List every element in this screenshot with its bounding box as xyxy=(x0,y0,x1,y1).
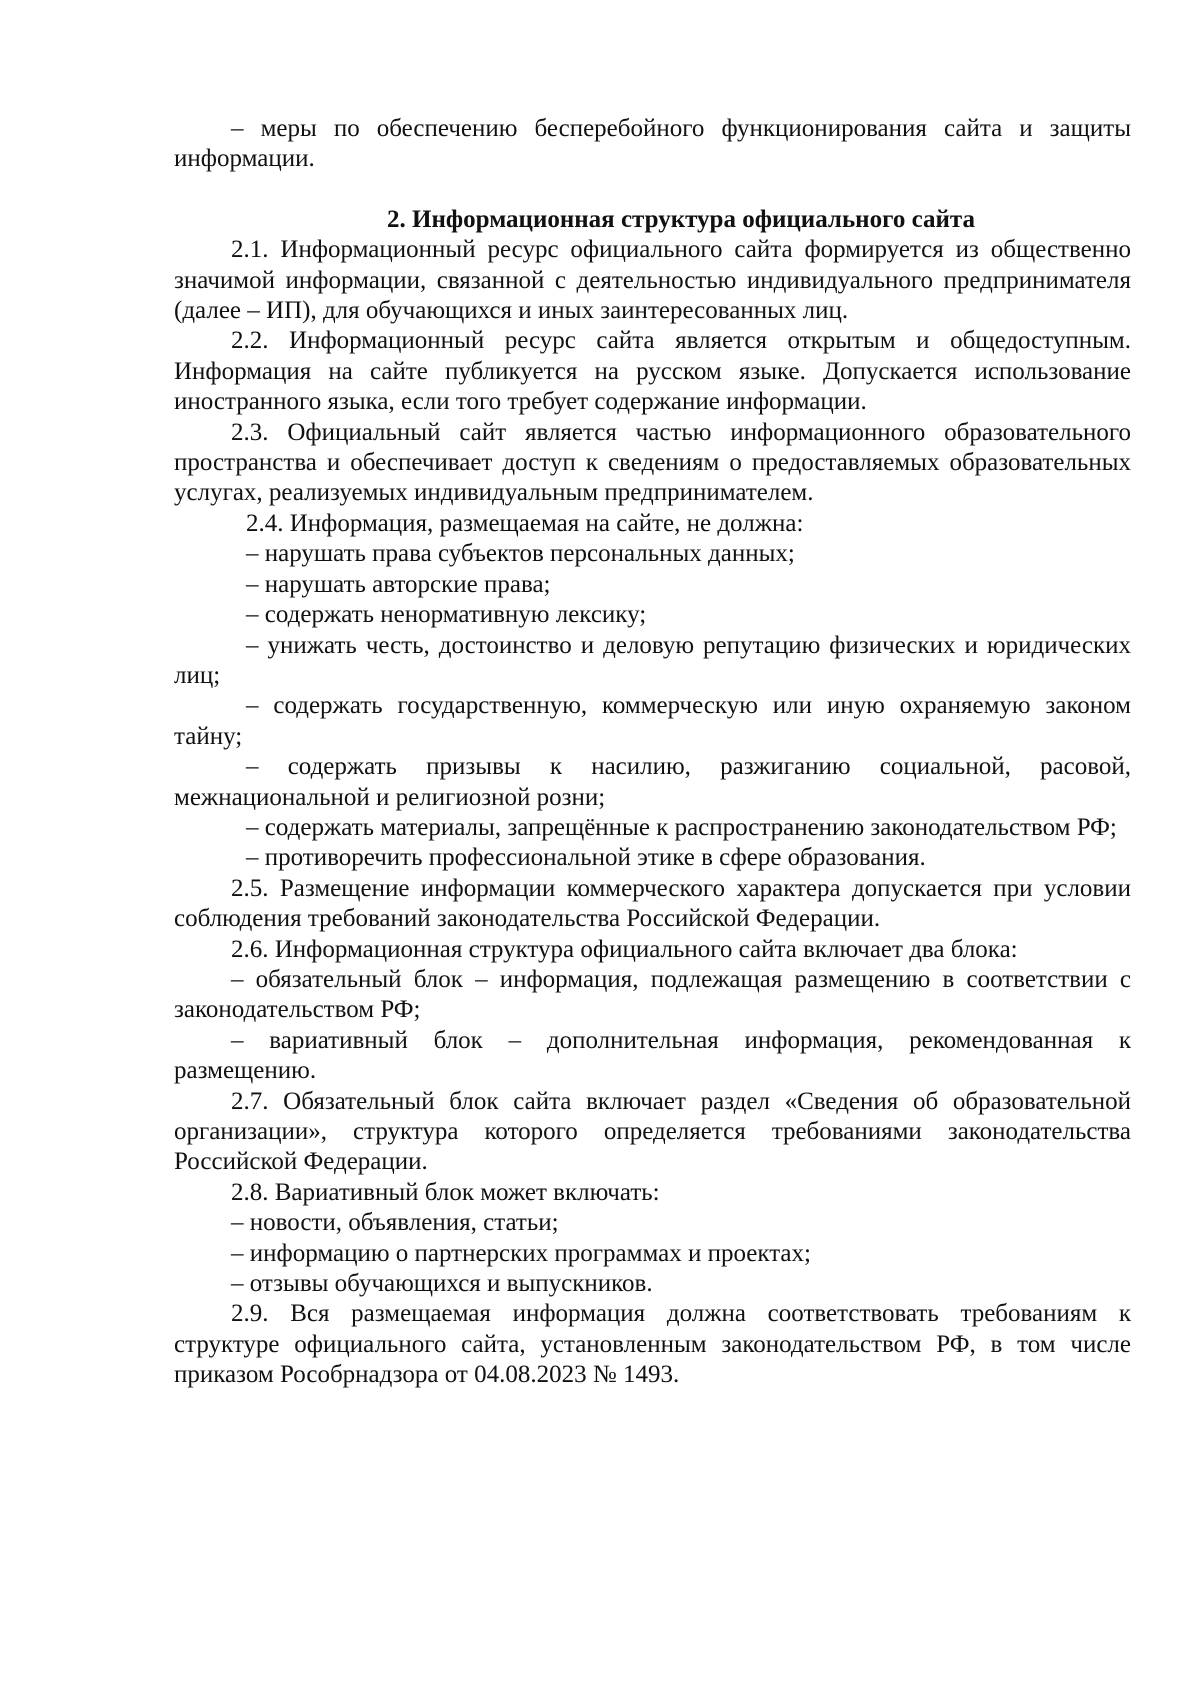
clause-2-8: 2.8. Вариативный блок может включать: xyxy=(231,1178,660,1206)
list-item-site-measures: – меры по обеспечению бесперебойного функционирования сайта и защиты информации. xyxy=(174,115,1131,173)
clause-2-4-item: – содержать ненормативную лексику; xyxy=(246,601,647,629)
clause-2-7: 2.7. Обязательный блок сайта включает раздел «Сведения об образовательной организации», структура которого определяется требованиями законодательства Российской Федерации. xyxy=(174,1087,1131,1176)
clause-2-3: 2.3. Официальный сайт является частью информационного образовательного пространства и обеспечивает доступ к сведениям о предоставляемых образовательных услугах, реализуемых индивидуальным предпринимателем. xyxy=(174,418,1131,507)
clause-2-4-item: – содержать призывы к насилию, разжиганию социальной, расовой, межнациональной и религиозной розни; xyxy=(174,753,1131,811)
clause-2-8-item: – информацию о партнерских программах и проектах; xyxy=(231,1239,811,1267)
clause-2-4-item: – нарушать авторские права; xyxy=(246,570,551,598)
clause-2-5: 2.5. Размещение информации коммерческого характера допускается при условии соблюдения требований законодательства Российской Федерации. xyxy=(174,874,1131,933)
clause-2-2: 2.2. Информационный ресурс сайта является открытым и общедоступным. Информация на сайте публикуется на русском языке. Допускается использование иностранного языка, если того требует содержание информации. xyxy=(174,327,1131,416)
clause-2-4: 2.4. Информация, размещаемая на сайте, не должна: xyxy=(246,509,804,537)
paragraph-gap xyxy=(174,175,1131,205)
clause-2-4-item: – содержать государственную, коммерческую или иную охраняемую законом тайну; xyxy=(174,692,1131,750)
clause-2-6: 2.6. Информационная структура официального сайта включает два блока: xyxy=(231,935,1018,963)
clause-2-4-item: – противоречить профессиональной этике в сфере образования. xyxy=(246,844,926,872)
clause-2-4-item: – унижать честь, достоинство и деловую репутацию физических и юридических лиц; xyxy=(174,631,1131,689)
clause-2-8-item: – отзывы обучающихся и выпускников. xyxy=(231,1270,653,1298)
clause-2-9: 2.9. Вся размещаемая информация должна соответствовать требованиям к структуре официального сайта, установленным законодательством РФ, в том числе приказом Рособрнадзора от 04.08.2023 № 1493. xyxy=(174,1300,1131,1389)
clause-2-1: 2.1. Информационный ресурс официального сайта формируется из общественно значимой информации, связанной с деятельностью индивидуального предпринимателя (далее – ИП), для обучающихся и иных заинтересованных лиц. xyxy=(174,236,1131,325)
clause-2-4-item: – нарушать права субъектов персональных данных; xyxy=(246,540,795,568)
clause-2-8-item: – новости, объявления, статьи; xyxy=(231,1209,559,1237)
clause-2-6-item: – обязательный блок – информация, подлежащая размещению в соответствии с законодательством РФ; xyxy=(174,965,1131,1024)
clause-2-6-item: – вариативный блок – дополнительная информация, рекомендованная к размещению. xyxy=(174,1026,1131,1085)
document-body xyxy=(174,114,1131,1391)
clause-2-4-item: – содержать материалы, запрещённые к распространению законодательством РФ; xyxy=(246,813,1117,841)
section-heading: 2. Информационная структура официального сайта xyxy=(387,205,975,233)
